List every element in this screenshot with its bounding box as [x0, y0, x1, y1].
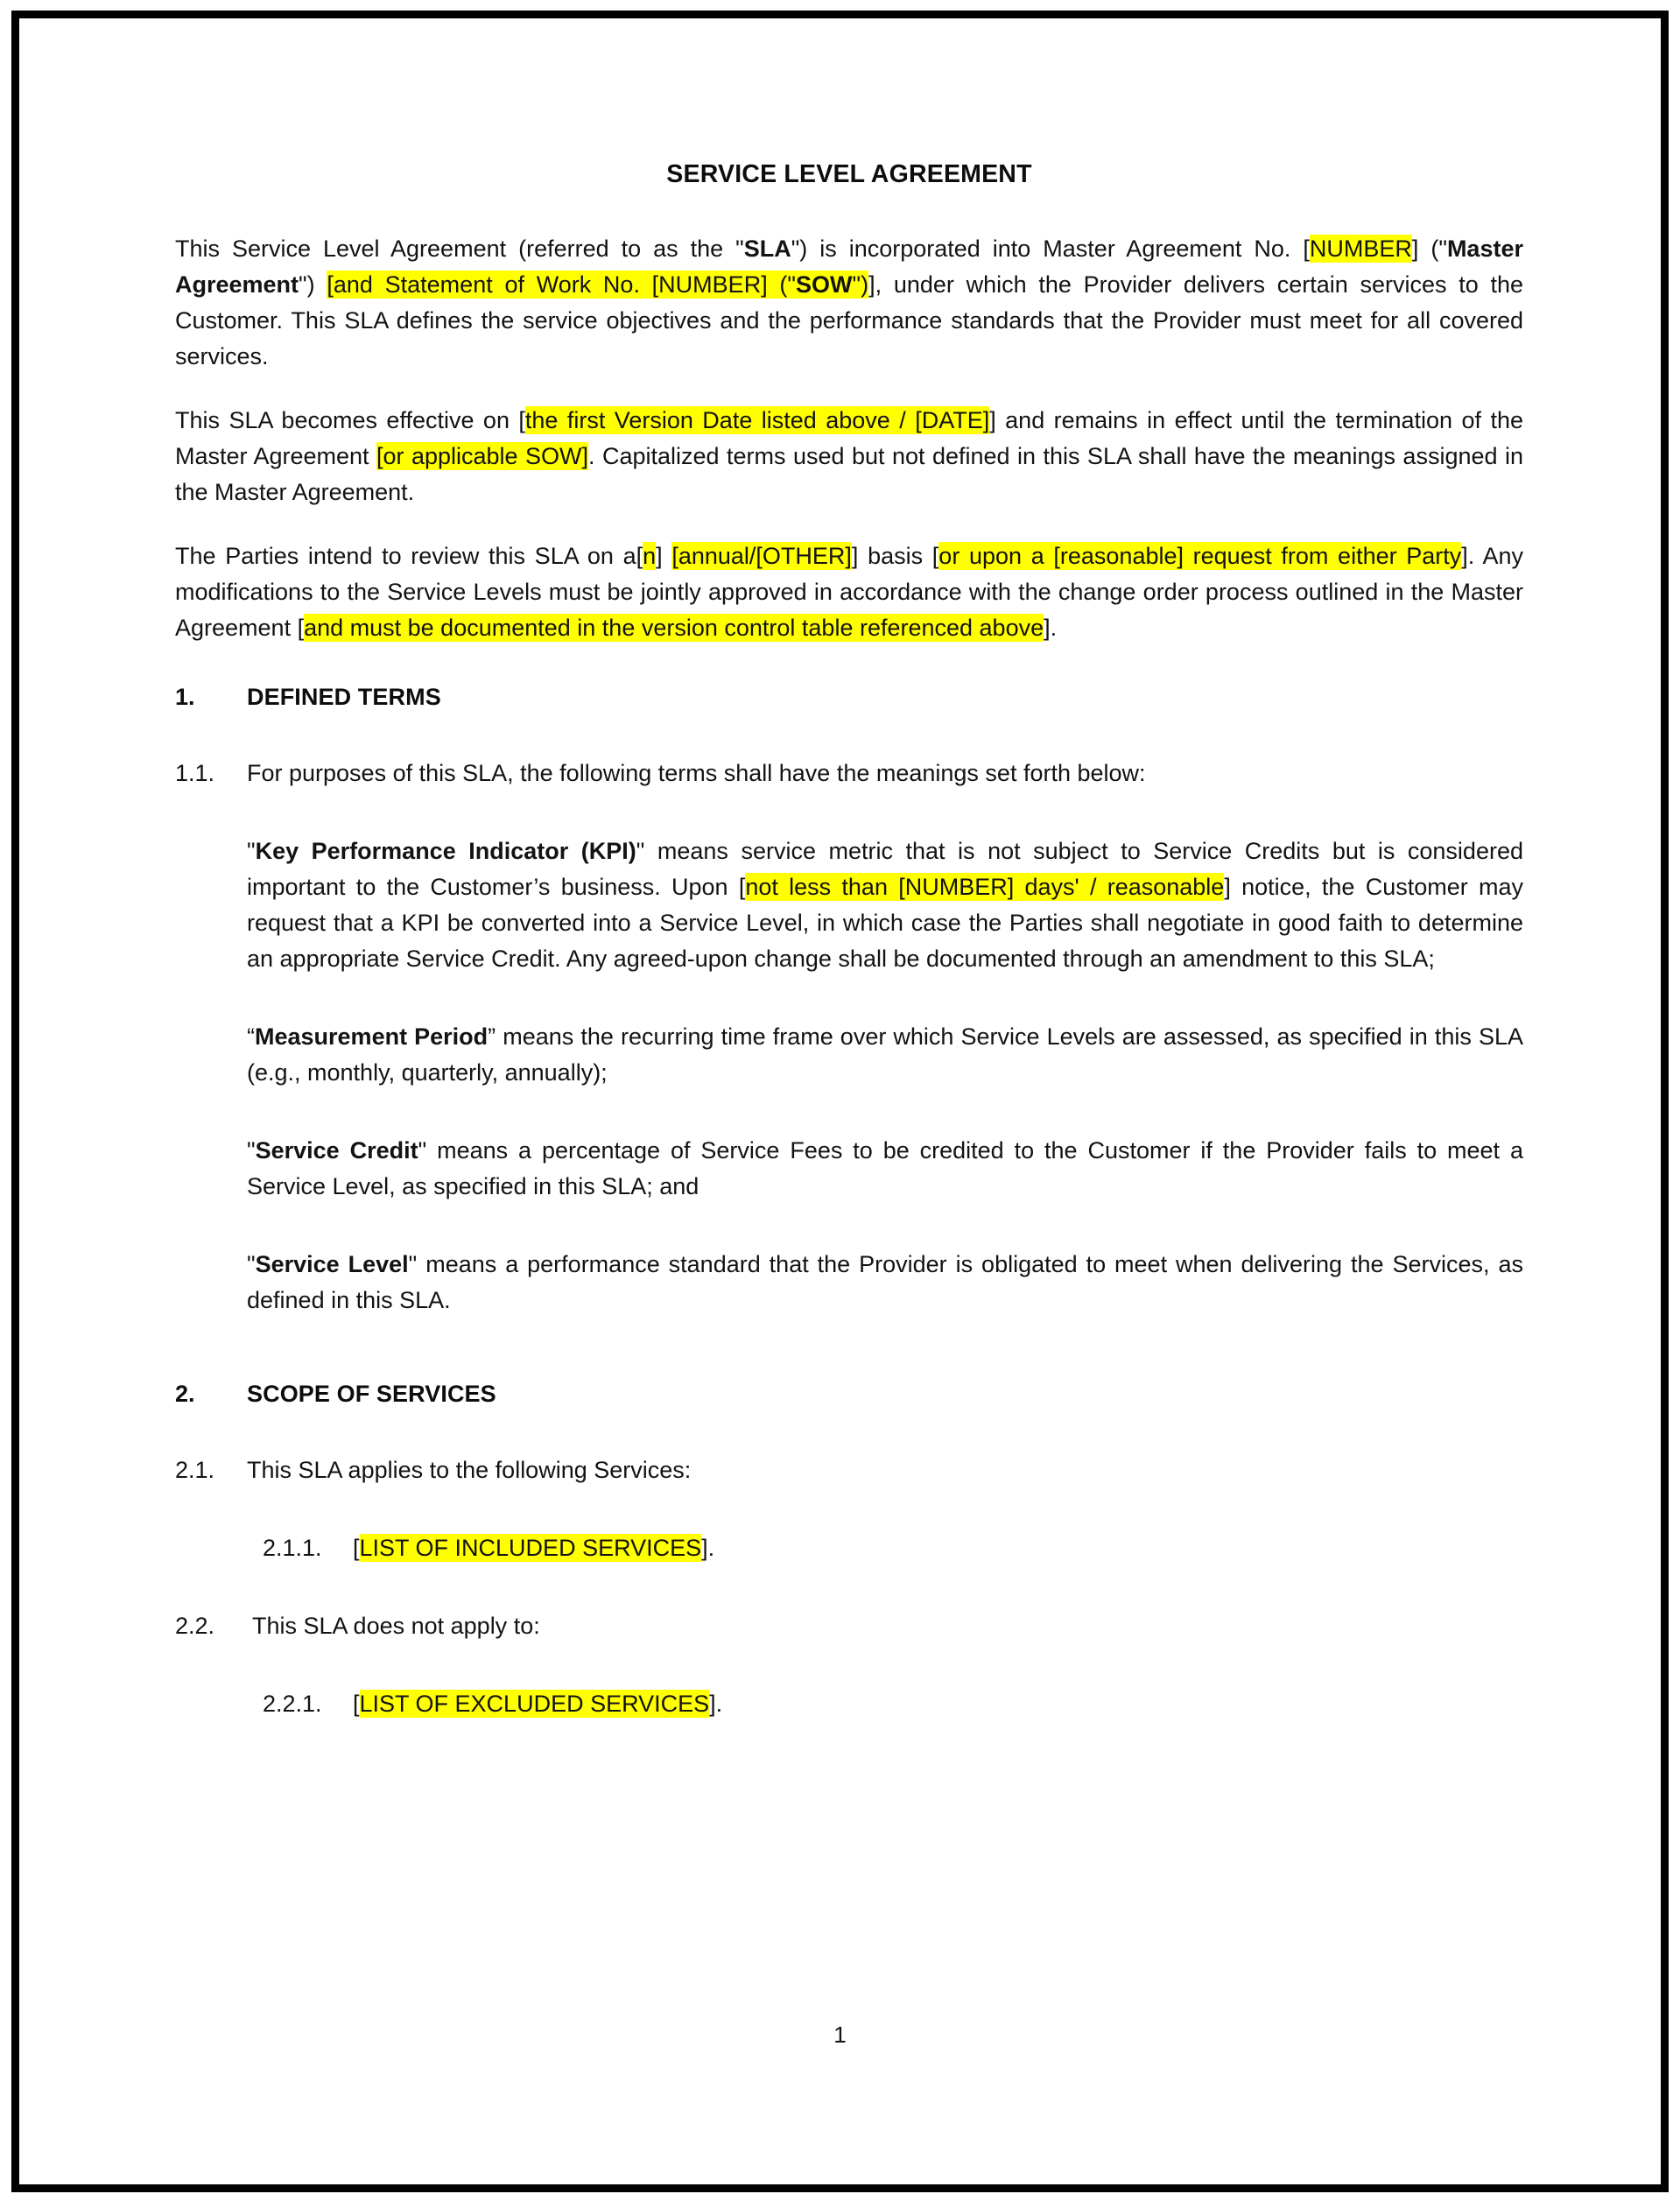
section-heading-2: [175, 1376, 1523, 1412]
kpi-quote-open: ": [247, 837, 256, 864]
clause-2-1-number: 2.1.: [175, 1456, 215, 1483]
spacer: [175, 1594, 1523, 1608]
clause-1-1: [175, 756, 1523, 791]
service-credit-seg1: means a percentage of Service Fees to be credited to the Customer if the Provider fails to meet a Service Level, as specified in this SLA; and: [247, 1137, 1523, 1200]
document-page: [19, 18, 1661, 2184]
para1-bold-sow: SOW: [796, 271, 853, 299]
preamble-paragraph-3: [175, 538, 1523, 646]
para1-highlight-sow-c: "): [852, 271, 869, 299]
kpi-term: Key Performance Indicator (KPI): [255, 837, 636, 864]
preamble-paragraph-1: [175, 231, 1523, 375]
para2-seg3: . Capitalized terms used but not defined in this SLA shall have the meanings assigned in the Master Agreement.: [175, 443, 1523, 506]
section-2-number: 2.: [175, 1381, 195, 1408]
preamble-paragraph-2: [175, 403, 1523, 510]
page-number: 1: [833, 2022, 847, 2048]
measurement-seg1: means the recurring time frame over which Service Levels are assessed, as specified in this SLA (e.g., monthly, quarterly, annually);: [247, 1023, 1523, 1086]
para3-highlight-frequency: [annual/[OTHER]: [671, 543, 852, 570]
clause-2-2-1: [175, 1686, 1523, 1722]
spacer: [175, 1005, 1523, 1019]
included-bracket-close: ].: [701, 1534, 715, 1561]
para1-seg3: ] (": [1411, 236, 1447, 263]
clause-1-1-text: For purposes of this SLA, the following terms shall have the meanings set forth below:: [247, 759, 1146, 786]
definition-service-level: [175, 1247, 1523, 1318]
para2-highlight-effective-date: the first Version Date listed above / [DATE]: [524, 407, 990, 434]
para2-seg1: This SLA becomes effective on [: [175, 407, 525, 434]
measurement-quote-open: “: [247, 1023, 255, 1051]
service-credit-term: Service Credit: [255, 1137, 418, 1164]
definition-measurement-period: [175, 1019, 1523, 1091]
kpi-seg1: means service metric that is not subject to Service Credits but is considered important to the Customer’s business. Upon [: [247, 837, 1523, 900]
measurement-quote-close: ”: [488, 1023, 496, 1051]
para1-bold-master-agreement: Master Agreement: [175, 236, 1523, 299]
spacer: [175, 819, 1523, 833]
clause-2-1-1-number: 2.1.1.: [263, 1534, 322, 1561]
highlight-excluded-services: LIST OF EXCLUDED SERVICES: [359, 1690, 710, 1717]
definition-service-credit: [175, 1133, 1523, 1205]
clause-2-1-text: This SLA applies to the following Services:: [247, 1456, 692, 1483]
para1-seg1: This Service Level Agreement (referred to as the ": [175, 236, 744, 263]
section-1-number: 1.: [175, 684, 195, 711]
section-heading-1: [175, 679, 1523, 715]
section-2-title: SCOPE OF SERVICES: [247, 1381, 496, 1408]
service-level-quote-close: ": [408, 1251, 418, 1278]
para1-seg4: "): [299, 271, 327, 299]
section-1-title: DEFINED TERMS: [247, 684, 441, 711]
spacer: [175, 1672, 1523, 1686]
kpi-highlight-notice-period: not less than [NUMBER] days' / reasonable: [745, 873, 1225, 900]
para3-seg2: ]: [656, 543, 672, 570]
spacer: [175, 1347, 1523, 1376]
service-level-quote-open: ": [247, 1251, 256, 1278]
para1-seg5: ], under which the Provider delivers certain services to the Customer. This SLA defines the service objectives and the performance standards that the Provider must meet for all covered services.: [175, 271, 1524, 370]
service-level-term: Service Level: [255, 1251, 409, 1278]
clause-2-1: [175, 1452, 1523, 1488]
para3-seg1: The Parties intend to review this SLA on a[: [175, 543, 643, 570]
document-page-border: [11, 11, 1669, 2192]
para2-highlight-applicable-sow: [or applicable SOW]: [376, 443, 589, 470]
para3-seg4: ]. Any modifications to the Service Levels must be jointly approved in accordance with the change order process outlined in the Master Agreement [: [175, 543, 1523, 642]
measurement-term: Measurement Period: [255, 1023, 489, 1051]
clause-2-2-1-number: 2.2.1.: [263, 1690, 322, 1717]
clause-2-2-1-text: [353, 1686, 1523, 1722]
clause-2-1-1-text: [353, 1530, 1523, 1566]
excluded-bracket-close: ].: [709, 1690, 723, 1717]
spacer: [175, 742, 1523, 756]
para1-highlight-sow-a: [and Statement of Work No. [NUMBER] (": [327, 271, 797, 299]
spacer: [175, 1516, 1523, 1530]
definition-kpi: [175, 833, 1523, 977]
included-bracket-open: [: [353, 1534, 360, 1561]
highlight-included-services: LIST OF INCLUDED SERVICES: [359, 1534, 702, 1561]
para1-highlight-sow-bold: [796, 271, 853, 299]
para1-highlight-number: NUMBER: [1309, 236, 1412, 263]
kpi-quote-close: ": [636, 837, 645, 864]
clause-2-2-number: 2.2.: [175, 1612, 215, 1639]
clause-2-2: [175, 1608, 1523, 1644]
service-credit-quote-open: ": [247, 1137, 256, 1164]
service-level-seg1: means a performance standard that the Provider is obligated to meet when delivering the Services, as defined in this SLA.: [247, 1251, 1523, 1314]
service-credit-quote-close: ": [418, 1137, 427, 1164]
excluded-bracket-open: [: [353, 1690, 360, 1717]
clause-2-2-text: This SLA does not apply to:: [252, 1612, 540, 1639]
para3-seg5: ].: [1044, 615, 1058, 642]
clause-2-1-1: [175, 1530, 1523, 1566]
spacer: [175, 1438, 1523, 1452]
para3-highlight-request: or upon a [reasonable] request from either Party: [938, 543, 1462, 570]
para3-seg3: ] basis [: [851, 543, 939, 570]
spacer: [175, 1233, 1523, 1247]
para3-highlight-n: n: [643, 543, 657, 570]
document-body: [175, 158, 1523, 1750]
document-title: SERVICE LEVEL AGREEMENT: [666, 160, 1032, 188]
para2-seg2: ] and remains in effect until the termination of the Master Agreement: [175, 407, 1523, 470]
clause-1-1-number: 1.1.: [175, 759, 215, 786]
para3-highlight-version-control: and must be documented in the version control table referenced above: [304, 615, 1044, 642]
kpi-seg2: ] notice, the Customer may request that a KPI be converted into a Service Level, in which case the Parties shall negotiate in good faith to determine an appropriate Service Credit. Any agreed-upon change shall be documented through an amendment to this SLA;: [247, 873, 1524, 972]
para1-bold-sla: SLA: [743, 236, 791, 263]
para1-seg2: ") is incorporated into Master Agreement No. [: [791, 236, 1310, 263]
spacer: [175, 1119, 1523, 1133]
